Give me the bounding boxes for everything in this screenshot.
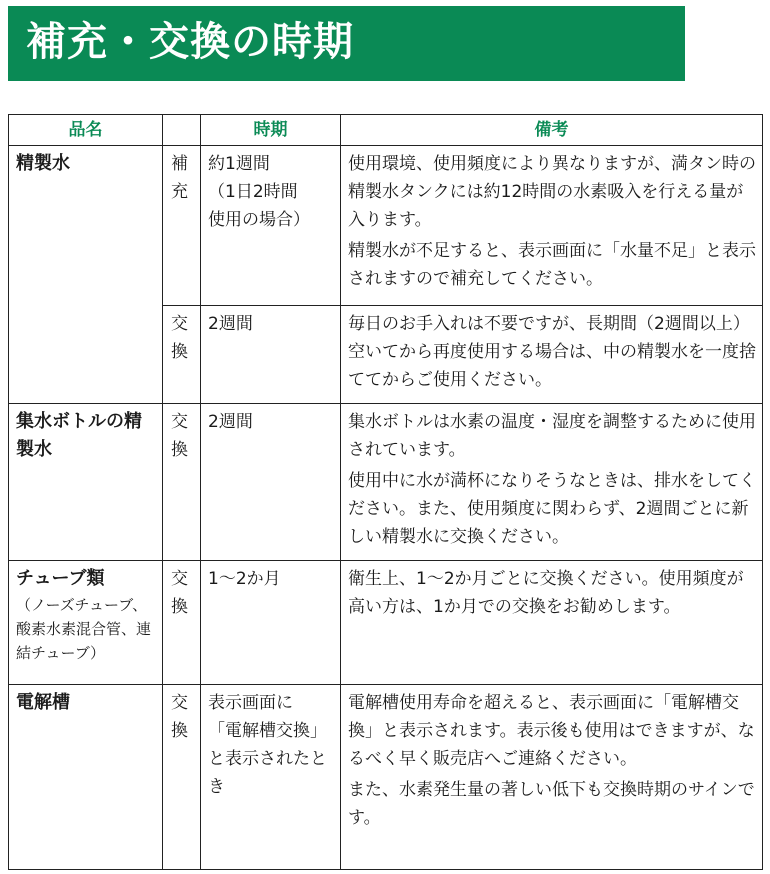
- period-cell: [201, 685, 341, 870]
- type-cell: [163, 306, 201, 404]
- period-cell: [201, 404, 341, 561]
- remark-text: また、水素発生量の著しい低下も交換時期のサインです。: [348, 780, 755, 828]
- type-char: 交: [171, 569, 188, 589]
- table-row: [9, 561, 763, 685]
- period-cell: [201, 561, 341, 685]
- type-cell: [163, 404, 201, 561]
- period-line: 使用の場合）: [208, 210, 310, 230]
- period-line: と表示されたとき: [208, 749, 327, 797]
- table-row: [9, 146, 763, 306]
- remark-text: 使用環境、使用頻度により異なりますが、満タン時の精製水タンクには約12時間の水素吸入を行える量が入ります。: [348, 154, 756, 230]
- type-char: 換: [171, 597, 188, 617]
- period-line: 約1週間: [208, 154, 270, 174]
- item-name: 電解槽: [16, 692, 70, 713]
- header-remarks: 備考: [341, 115, 763, 146]
- remarks-cell: [341, 146, 763, 306]
- type-cell: [163, 146, 201, 306]
- type-char: 換: [171, 342, 188, 362]
- period-line: 2週間: [208, 412, 253, 432]
- header-period: 時期: [201, 115, 341, 146]
- remarks-cell: [341, 404, 763, 561]
- remark-text: 毎日のお手入れは不要ですが、長期間（2週間以上）空いてから再度使用する場合は、中の精製水を一度捨ててからご使用ください。: [348, 314, 756, 390]
- item-cell: [9, 404, 163, 561]
- period-cell: [201, 306, 341, 404]
- schedule-table: [8, 114, 763, 870]
- type-char: 交: [171, 412, 188, 432]
- type-char: 補: [171, 154, 188, 174]
- title-banner: [8, 6, 685, 81]
- remark-text: 集水ボトルは水素の温度・湿度を調整するために使用されています。: [348, 412, 756, 460]
- table-body: [9, 146, 763, 870]
- page-title: 補充・交換の時期: [26, 19, 354, 65]
- period-cell: [201, 146, 341, 306]
- item-cell: [9, 146, 163, 404]
- header-item: 品名: [9, 115, 163, 146]
- type-cell: [163, 561, 201, 685]
- type-char: 換: [171, 721, 188, 741]
- period-line: 1～2か月: [208, 569, 281, 589]
- remarks-cell: [341, 685, 763, 870]
- period-line: 2週間: [208, 314, 253, 334]
- type-char: 換: [171, 440, 188, 460]
- remark-text: 精製水が不足すると、表示画面に「水量不足」と表示されますので補充してください。: [348, 241, 756, 289]
- remarks-cell: [341, 306, 763, 404]
- remark-text: 電解槽使用寿命を超えると、表示画面に「電解槽交換」と表示されます。表示後も使用はできますが、なるべく早く販売店へご連絡ください。: [348, 693, 755, 769]
- item-name: 集水ボトルの精製水: [16, 411, 142, 460]
- item-cell: [9, 561, 163, 685]
- period-line: 表示画面に: [208, 693, 293, 713]
- item-note: （ノーズチューブ、酸素水素混合管、連結チューブ）: [16, 596, 152, 662]
- item-cell: [9, 685, 163, 870]
- item-name: チューブ類: [16, 568, 105, 589]
- header-type-blank: [163, 115, 201, 146]
- table-row: [9, 404, 763, 561]
- header-row: [9, 115, 763, 146]
- remark-text: 使用中に水が満杯になりそうなときは、排水をしてください。また、使用頻度に関わらず、2週間ごとに新しい精製水に交換ください。: [348, 471, 756, 547]
- type-char: 充: [171, 182, 188, 202]
- period-line: 「電解槽交換」: [208, 721, 327, 741]
- item-name: 精製水: [16, 153, 70, 174]
- type-char: 交: [171, 693, 188, 713]
- type-char: 交: [171, 314, 188, 334]
- type-cell: [163, 685, 201, 870]
- table-row: [9, 685, 763, 870]
- remarks-cell: [341, 561, 763, 685]
- period-line: （1日2時間: [208, 182, 298, 202]
- remark-text: 衛生上、1～2か月ごとに交換ください。使用頻度が高い方は、1か月での交換をお勧めします。: [348, 569, 744, 617]
